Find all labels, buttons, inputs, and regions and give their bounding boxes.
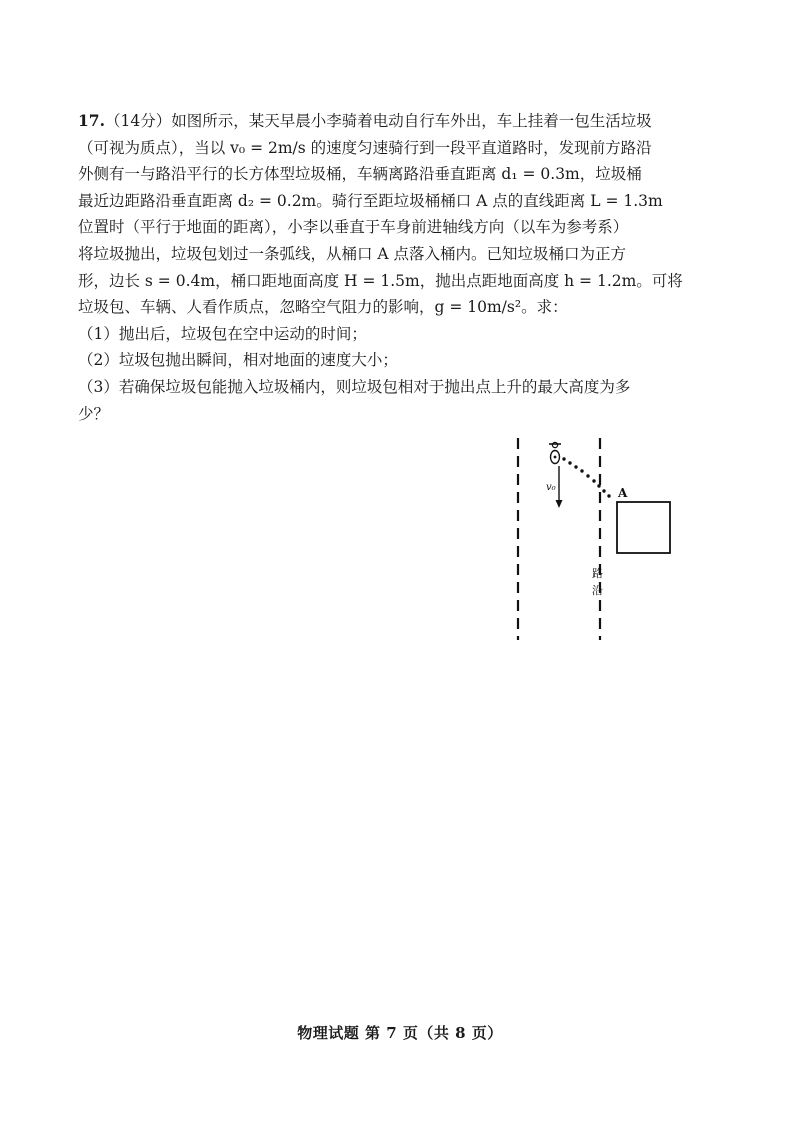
bicycle-icon <box>549 442 561 463</box>
problem-text-line: 最近边距路沿垂直距离 d₂ = 0.2m。骑行至距垃圾桶桶口 A 点的直线距离 L = 1.3m <box>78 191 663 210</box>
trajectory-dots <box>562 457 610 497</box>
trash-bin <box>617 502 670 553</box>
velocity-label: v₀ <box>546 482 556 493</box>
point-a-label: A <box>618 486 628 500</box>
velocity-arrow <box>556 466 563 508</box>
problem-diagram <box>500 430 700 650</box>
problem-text-line: 垃圾包、车辆、人看作质点，忽略空气阻力的影响，g = 10m/s²。求： <box>78 298 568 317</box>
problem-text-line: 将垃圾抛出，垃圾包划过一条弧线，从桶口 A 点落入桶内。已知垃圾桶口为正方 <box>78 244 627 263</box>
curb-label-bottom: 沿 <box>592 584 603 597</box>
curb-label-top: 路 <box>592 567 603 580</box>
problem-text-line: 形，边长 s = 0.4m，桶口距地面高度 H = 1.5m，抛出点距地面高度 h = 1.2m。可将 <box>78 271 683 290</box>
problem-17 <box>78 108 698 427</box>
page-footer: 物理试题 第 7 页（共 8 页） <box>297 1024 503 1042</box>
sub-question-1: （1）抛出后，垃圾包在空中运动的时间； <box>78 324 367 343</box>
sub-question-3: （3）若确保垃圾包能抛入垃圾桶内，则垃圾包相对于抛出点上升的最大高度为多 <box>78 377 631 396</box>
problem-text-line: 外侧有一与路沿平行的长方体型垃圾桶，车辆离路沿垂直距离 d₁ = 0.3m，垃圾桶 <box>78 165 642 184</box>
sub-question-3-continued: 少？ <box>78 404 110 423</box>
problem-text-line: 位置时（平行于地面的距离），小李以垂直于车身前进轴线方向（以车为参考系） <box>78 218 629 237</box>
problem-line-1 <box>78 108 698 135</box>
problem-number: 17. <box>78 111 105 130</box>
sub-question-2: （2）垃圾包抛出瞬间，相对地面的速度大小； <box>78 351 398 370</box>
problem-text-line: （14分）如图所示，某天早晨小李骑着电动自行车外出，车上挂着一包生活垃圾 <box>104 112 652 130</box>
problem-text-line: （可视为质点），当以 v₀ = 2m/s 的速度匀速骑行到一段平直道路时，发现前方路沿 <box>78 138 652 157</box>
